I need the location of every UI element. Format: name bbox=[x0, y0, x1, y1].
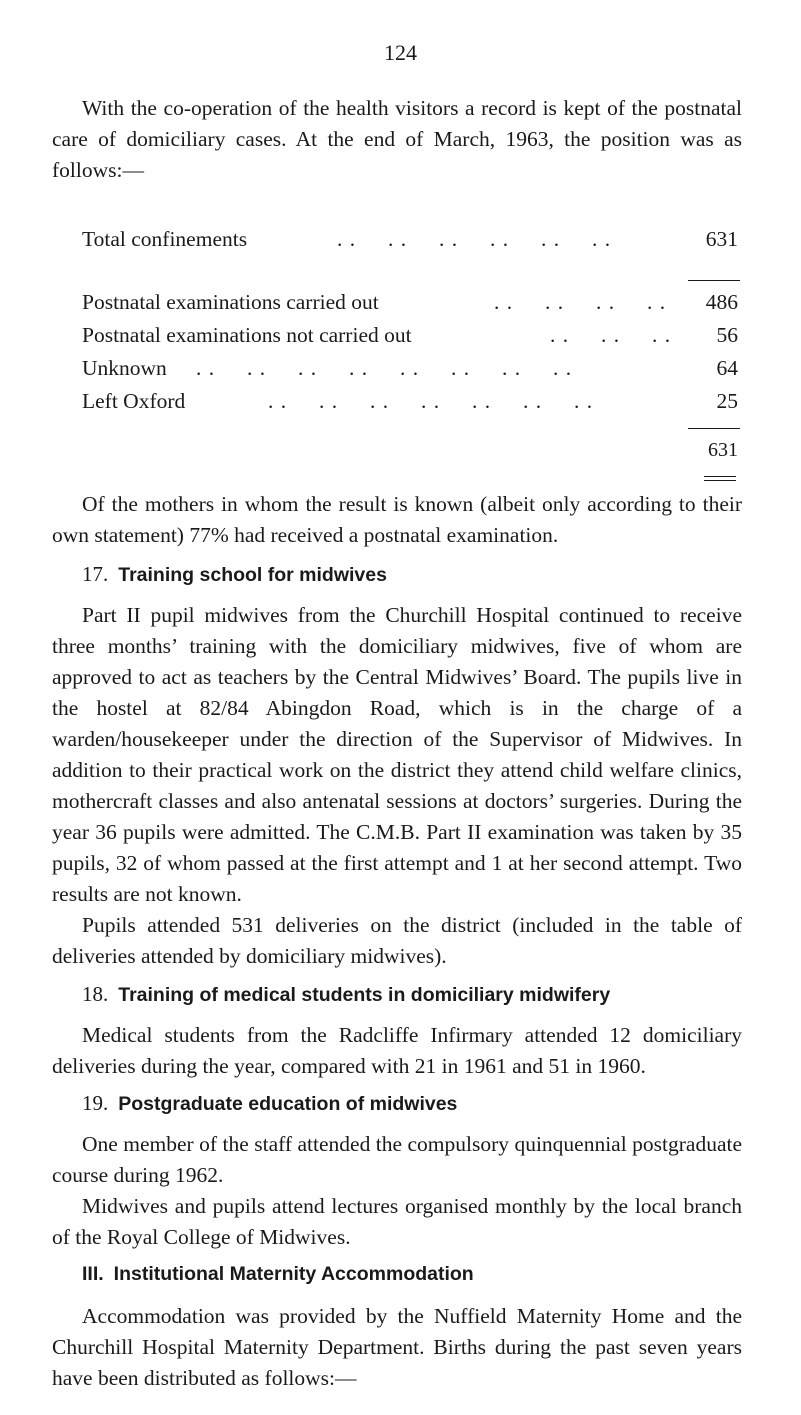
rule-line bbox=[688, 428, 740, 429]
page-number: 124 bbox=[384, 40, 417, 65]
double-rule-line bbox=[704, 476, 736, 477]
double-rule-line bbox=[704, 480, 736, 481]
section-number: 19. bbox=[82, 1091, 109, 1115]
leader-dots: . . . . . . . . . . . . . . bbox=[268, 389, 594, 413]
section-number: III. bbox=[82, 1263, 104, 1285]
section-18-heading bbox=[82, 982, 610, 1007]
section-19-paragraph-2: Midwives and pupils attend lectures organised monthly by the local branch of the Royal College of Midwives. bbox=[52, 1194, 742, 1249]
stat-sum-value: 631 bbox=[708, 439, 738, 461]
section-title: Postgraduate education of midwives bbox=[118, 1093, 458, 1115]
section-number: 18. bbox=[82, 982, 109, 1006]
section-17-paragraph-2: Pupils attended 531 deliveries on the district (included in the table of deliveries attended by domiciliary midwives). bbox=[52, 913, 742, 968]
stat-value: 56 bbox=[716, 323, 738, 347]
stat-label: Unknown bbox=[82, 356, 167, 380]
stat-label: Postnatal examinations not carried out bbox=[82, 323, 412, 347]
leader-dots: . . . . . . bbox=[550, 323, 672, 347]
stat-value: 631 bbox=[705, 227, 738, 251]
section-iii-paragraph: Accommodation was provided by the Nuffield Maternity Home and the Churchill Hospital Maternity Department. Births during the past seven years have been distributed as follows:— bbox=[52, 1304, 742, 1390]
section-title: Training of medical students in domiciliary midwifery bbox=[118, 984, 611, 1006]
stat-row bbox=[82, 290, 738, 320]
stat-value: 25 bbox=[716, 389, 738, 413]
section-18-paragraph: Medical students from the Radcliffe Infirmary attended 12 domiciliary deliveries during the year, compared with 21 in 1961 and 51 in 1960. bbox=[52, 1023, 742, 1078]
stat-value: 64 bbox=[716, 356, 738, 380]
section-19-heading bbox=[82, 1091, 457, 1116]
section-iii-heading bbox=[82, 1263, 474, 1286]
leader-dots: . . . . . . . . bbox=[494, 290, 667, 314]
stat-label: Left Oxford bbox=[82, 389, 186, 413]
section-title: Institutional Maternity Accommodation bbox=[113, 1263, 474, 1285]
section-17-heading bbox=[82, 562, 387, 587]
section-title: Training school for midwives bbox=[118, 564, 387, 586]
leader-dots: . . . . . . . . . . . . bbox=[337, 227, 612, 251]
stat-row-total bbox=[82, 227, 738, 257]
stat-row bbox=[82, 389, 738, 419]
stat-row bbox=[82, 323, 738, 353]
section-17-paragraph-1: Part II pupil midwives from the Churchill Hospital continued to receive three months’ training with the domiciliary midwives, five of whom are approved to act as teachers by the Central Midwives’ Board. The pupils live in the hostel at 82/84 Abingdon Road, which is in the charge of a warden/housekeeper under the direction of the Supervisor of Midwives. In addition to their practical work on the district they attend child welfare clinics, mothercraft classes and also antenatal sessions at doctors’ surgeries. During the year 36 pupils were admitted. The C.M.B. Part II examination was taken by 35 pupils, 32 of whom passed at the first attempt and 1 at her second attempt. Two results are not known. bbox=[52, 603, 742, 906]
rule-line bbox=[688, 280, 740, 281]
section-number: 17. bbox=[82, 562, 109, 586]
stat-row bbox=[82, 356, 738, 386]
result-paragraph: Of the mothers in whom the result is known (albeit only according to their own statement) 77% had received a postnatal examination. bbox=[52, 492, 742, 547]
intro-paragraph: With the co-operation of the health visitors a record is kept of the postnatal care of domiciliary cases. At the end of March, 1963, the position was as follows:— bbox=[52, 96, 742, 182]
stat-label: Postnatal examinations carried out bbox=[82, 290, 379, 314]
section-19-paragraph-1: One member of the staff attended the compulsory quinquennial postgraduate course during 1962. bbox=[52, 1132, 742, 1187]
stat-row-sum bbox=[82, 439, 738, 469]
stat-label: Total confinements bbox=[82, 227, 248, 251]
leader-dots: . . . . . . . . . . . . . . . . bbox=[196, 356, 573, 380]
stat-value: 486 bbox=[705, 290, 738, 314]
